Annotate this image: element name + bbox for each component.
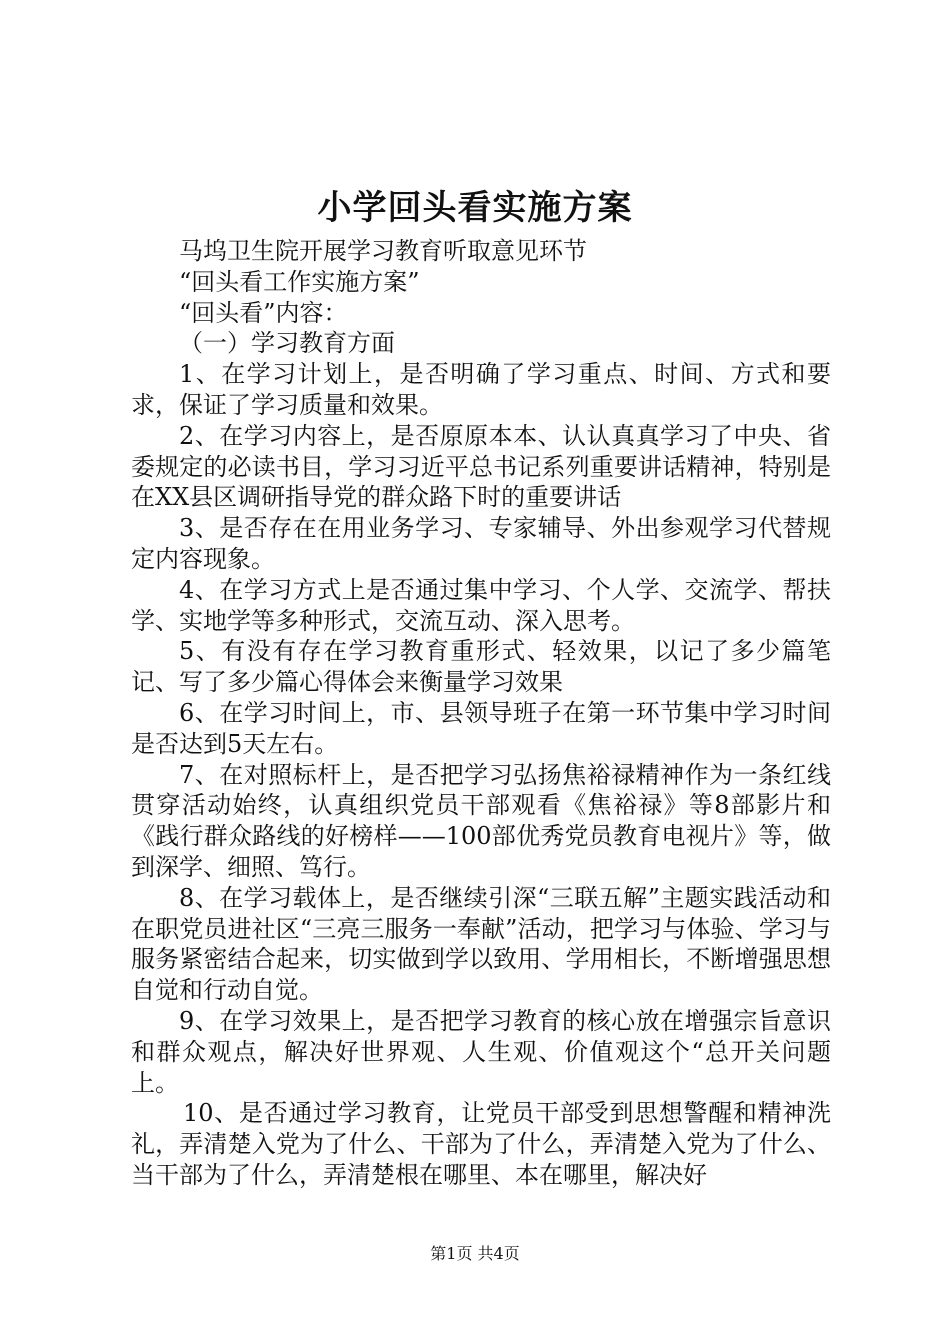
document-body: [131, 236, 831, 1191]
page-footer: 第1页 共4页: [430, 1244, 520, 1263]
intro-line-2: “回头看工作实施方案”: [179, 267, 420, 296]
document-title: 小学回头看实施方案: [317, 188, 633, 228]
paragraph-5: 5、有没有存在学习教育重形式、轻效果，以记了多少篇笔记、写了多少篇心得体会来衡量学习效果: [131, 637, 831, 697]
paragraph-9: 9、在学习效果上，是否把学习教育的核心放在增强宗旨意识和群众观点，解决好世界观、人生观、价值观这个“总开关问题上。: [131, 1006, 831, 1097]
paragraph-6: 6、在学习时间上，市、县领导班子在第一环节集中学习时间是否达到5天左右。: [131, 698, 831, 758]
intro-line-3: “回头看”内容：: [179, 298, 348, 327]
paragraph-2: 2、在学习内容上，是否原原本本、认认真真学习了中央、省委规定的必读书目，学习习近平总书记系列重要讲话精神，特别是在XX县区调研指导党的群众路下时的重要讲话: [131, 421, 831, 512]
paragraph-7: 7、在对照标杆上，是否把学习弘扬焦裕禄精神作为一条红线贯穿活动始终，认真组织党员干部观看《焦裕禄》等8部影片和《践行群众路线的好榜样——100部优秀党员教育电视片》等，做到深学、细照、笃行。: [131, 760, 831, 881]
paragraph-10: 10、是否通过学习教育，让党员干部受到思想警醒和精神洗礼，弄清楚入党为了什么、干部为了什么，弄清楚入党为了什么、当干部为了什么，弄清楚根在哪里、本在哪里，解决好: [131, 1099, 831, 1189]
intro-line-1: 马坞卫生院开展学习教育听取意见环节: [179, 237, 587, 265]
paragraph-4: 4、在学习方式上是否通过集中学习、个人学、交流学、帮扶学、实地学等多种形式，交流互动、深入思考。: [131, 575, 831, 635]
paragraph-3: 3、是否存在在用业务学习、专家辅导、外出参观学习代替规定内容现象。: [131, 514, 831, 573]
paragraph-8: 8、在学习载体上，是否继续引深“三联五解”主题实践活动和在职党员进社区“三亮三服务一奉献”活动，把学习与体验、学习与服务紧密结合起来，切实做到学以致用、学用相长，不断增强思想自觉和行动自觉。: [131, 883, 831, 1005]
section-heading: （一）学习教育方面: [179, 329, 395, 358]
paragraph-1: 1、在学习计划上，是否明确了学习重点、时间、方式和要求，保证了学习质量和效果。: [131, 360, 831, 419]
